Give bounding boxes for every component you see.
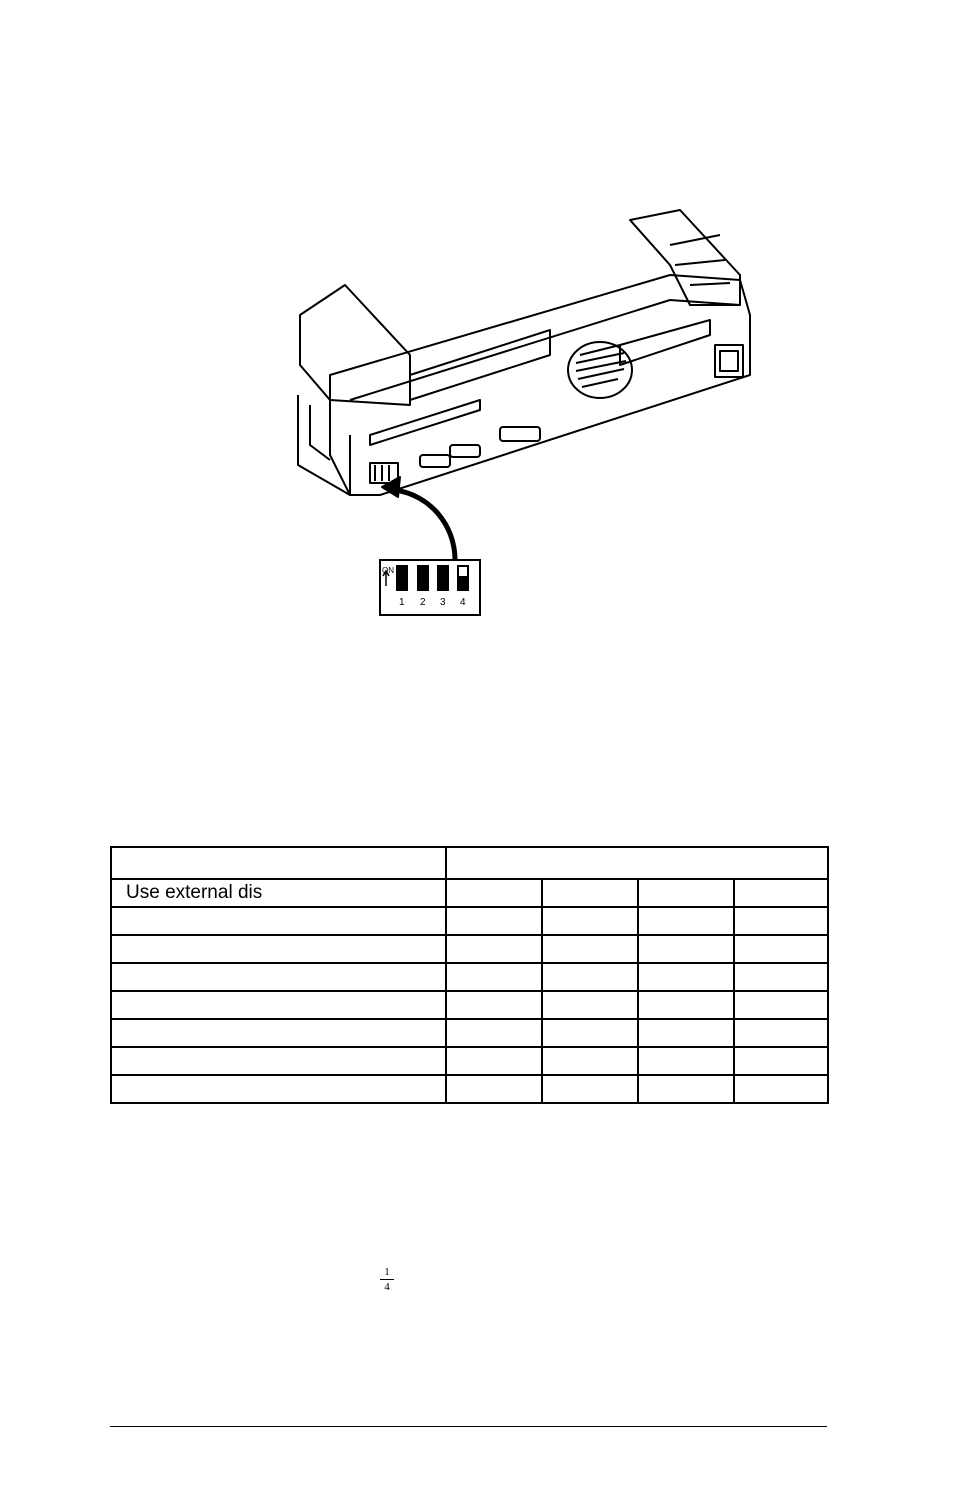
table-cell	[446, 879, 542, 907]
table-row	[111, 879, 828, 907]
computer-rear-panel-illustration	[270, 205, 800, 625]
table-cell	[446, 963, 542, 991]
table-cell	[638, 879, 734, 907]
dip-switch-on-label: ON	[382, 566, 394, 575]
table-cell	[638, 1075, 734, 1103]
table-row	[111, 1047, 828, 1075]
serial-connector	[420, 455, 450, 467]
fraction-numerator: 1	[384, 1266, 390, 1278]
table-cell	[734, 935, 828, 963]
table-cell	[734, 1019, 828, 1047]
table-cell	[446, 991, 542, 1019]
dip-switch-number: 1	[399, 597, 405, 608]
table-cell	[542, 907, 638, 935]
fraction-glyph	[380, 1266, 394, 1293]
table-cell	[734, 963, 828, 991]
table-row	[111, 1075, 828, 1103]
dip-switch-number: 3	[440, 597, 446, 608]
table-cell	[638, 1019, 734, 1047]
table-cell	[111, 1019, 446, 1047]
table-cell	[542, 1019, 638, 1047]
table-cell	[638, 1047, 734, 1075]
dip-switch-settings-table	[110, 846, 829, 1104]
table-cell	[446, 847, 828, 879]
table-cell	[542, 1047, 638, 1075]
table-cell	[446, 1019, 542, 1047]
table-cell	[111, 907, 446, 935]
table-cell	[542, 935, 638, 963]
table-cell	[638, 991, 734, 1019]
table-cell	[638, 907, 734, 935]
parallel-connector	[450, 445, 480, 457]
fraction-denominator: 4	[384, 1281, 390, 1293]
table-cell	[734, 1075, 828, 1103]
table-cell	[734, 1047, 828, 1075]
table-row	[111, 935, 828, 963]
table-cell	[638, 963, 734, 991]
table-row	[111, 991, 828, 1019]
table-cell	[446, 907, 542, 935]
table-cell	[111, 991, 446, 1019]
table-cell	[734, 879, 828, 907]
table-cell	[542, 963, 638, 991]
table-cell	[542, 879, 638, 907]
table-cell	[542, 1075, 638, 1103]
video-connector	[500, 427, 540, 441]
table-header-row	[111, 847, 828, 879]
fraction-bar	[380, 1279, 394, 1280]
table-cell	[111, 935, 446, 963]
table-cell	[734, 991, 828, 1019]
table-cell	[542, 991, 638, 1019]
table-row	[111, 907, 828, 935]
table-cell	[446, 1075, 542, 1103]
table-cell	[111, 1075, 446, 1103]
callout-arrow	[395, 490, 455, 560]
table-cell: Use external dis	[111, 879, 446, 907]
footer-rule	[110, 1426, 827, 1427]
dip-switch-number: 2	[420, 597, 426, 608]
table-cell	[734, 907, 828, 935]
dip-switch-number: 4	[460, 597, 466, 608]
table-cell	[111, 847, 446, 879]
table-row	[111, 963, 828, 991]
table-cell	[111, 1047, 446, 1075]
table-cell	[446, 1047, 542, 1075]
table-cell	[446, 935, 542, 963]
table-row	[111, 1019, 828, 1047]
table-cell	[638, 935, 734, 963]
right-leg-outline	[630, 210, 740, 305]
table-cell	[111, 963, 446, 991]
